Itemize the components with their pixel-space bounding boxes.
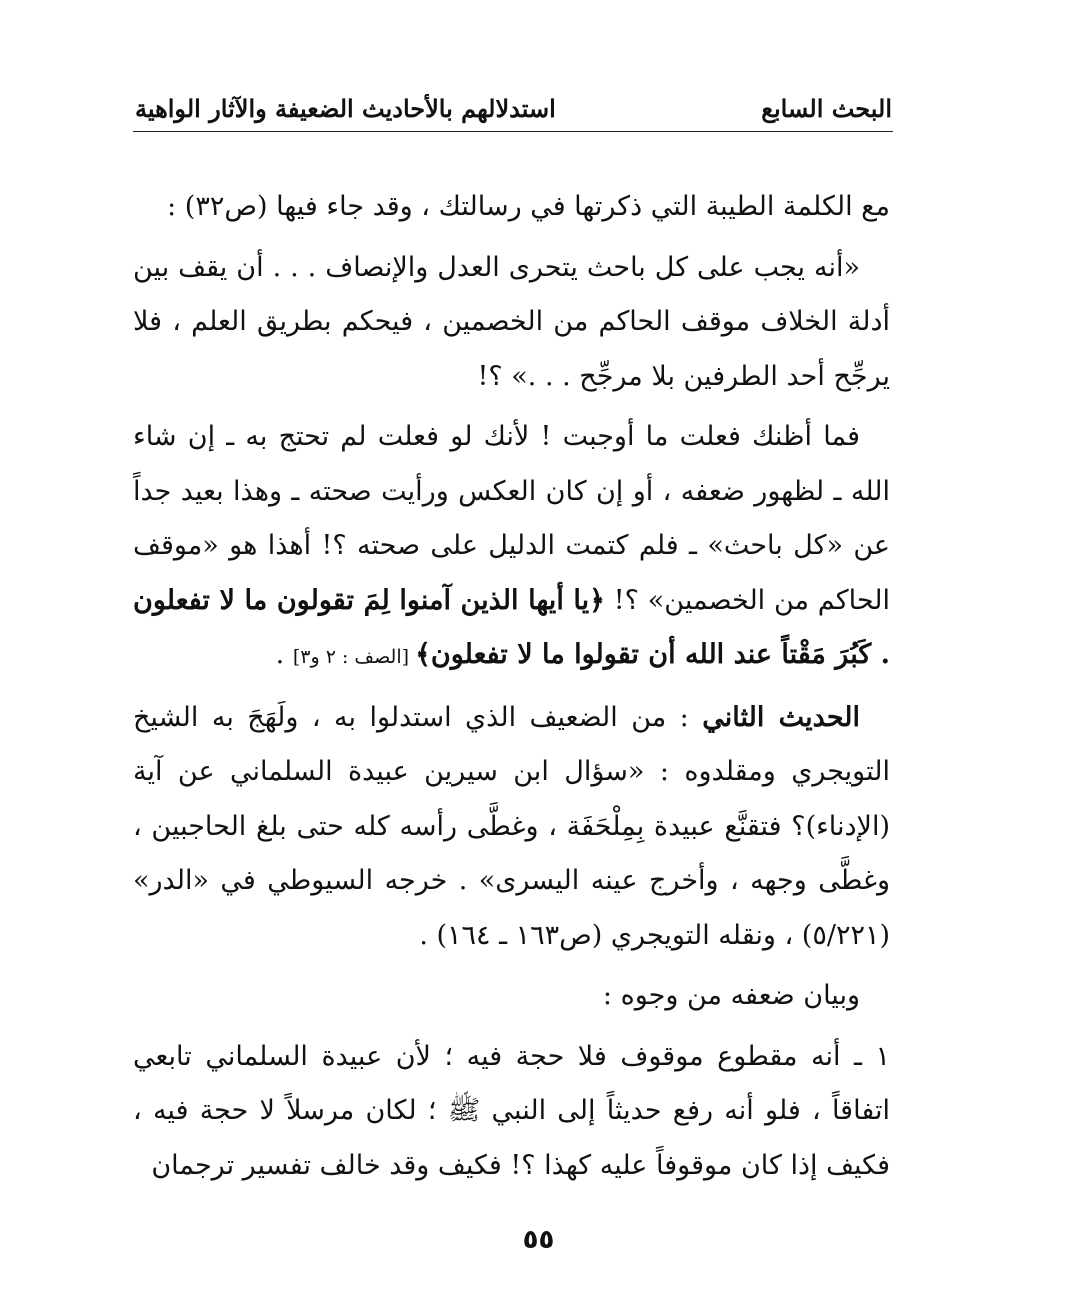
page-body — [133, 180, 890, 1199]
paragraph-point-one: ١ ـ أنه مقطوع موقوف فلا حجة فيه ؛ لأن عبيدة السلماني تابعي اتفاقاً ، فلو أنه رفع حديثاً إلى النبي ﷺ ؛ لكان مرسلاً لا حجة فيه ، فكيف إذا كان موقوفاً عليه كهذا ؟! فكيف وقد خالف تفسير ترجمان — [133, 1040, 890, 1181]
commentary-text: فما أظنك فعلت ما أوجبت ! لأنك لو فعلت لم تحتج به ـ إن شاء الله ـ لظهور ضعفه ، أو إن كان العكس ورأيت صحته ـ وهذا بعيد جداً عن «كل باحث» ـ فلم كتمت الدليل على صحته ؟! أهذا هو «موقف الحاكم من الخصمين» ؟! — [133, 421, 890, 616]
quran-verse: ﴿يا أيها الذين آمنوا لِمَ تقولون ما لا تفعلون . كَبُرَ مَقْتاً عند الله أن تقولوا ما لا تفعلون﴾ — [133, 584, 890, 670]
section-lead-heading: الحديث الثاني — [702, 701, 860, 733]
chapter-title: استدلالهم بالأحاديث الضعيفة والآثار الواهية — [135, 93, 556, 123]
paragraph-quote: «أنه يجب على كل باحث يتحرى العدل والإنصاف . . . أن يقف بين أدلة الخلاف موقف الحاكم من الخصمين ، فيحكم بطريق العلم ، فلا يرجِّح أحد الطرفين بلا مرجِّح . . .» ؟! — [133, 251, 890, 392]
second-hadith-text: : من الضعيف الذي استدلوا به ، ولَهَجَ به الشيخ التويجري ومقلدوه : «سؤال ابن سيرين عبيدة السلماني عن آية (الإدناء)؟ فتقنَّع عبيدة بِمِلْحَفَة ، وغطَّى رأسه كله حتى بلغ الحاجبين ، وغطَّى وجهه ، وأخرج عينه اليسرى» . خرجه السيوطي في «الدر» (٥/٢٢١) ، ونقله التويجري (ص١٦٣ ـ ١٦٤) . — [133, 701, 890, 951]
chapter-label: البحث السابع — [761, 93, 892, 123]
paragraph-intro: مع الكلمة الطيبة التي ذكرتها في رسالتك ، وقد جاء فيها (ص٣٢) : — [167, 191, 890, 222]
paragraph-weakness-intro: وبيان ضعفه من وجوه : — [602, 980, 860, 1011]
verse-reference: [الصف : ٢ و٣] — [292, 646, 416, 668]
paragraph-second-hadith — [133, 691, 890, 964]
header-divider — [133, 131, 893, 132]
page-number: ٥٥ — [522, 1225, 555, 1255]
commentary-end: . — [275, 639, 293, 670]
running-header — [135, 88, 892, 128]
paragraph-commentary — [133, 410, 890, 685]
